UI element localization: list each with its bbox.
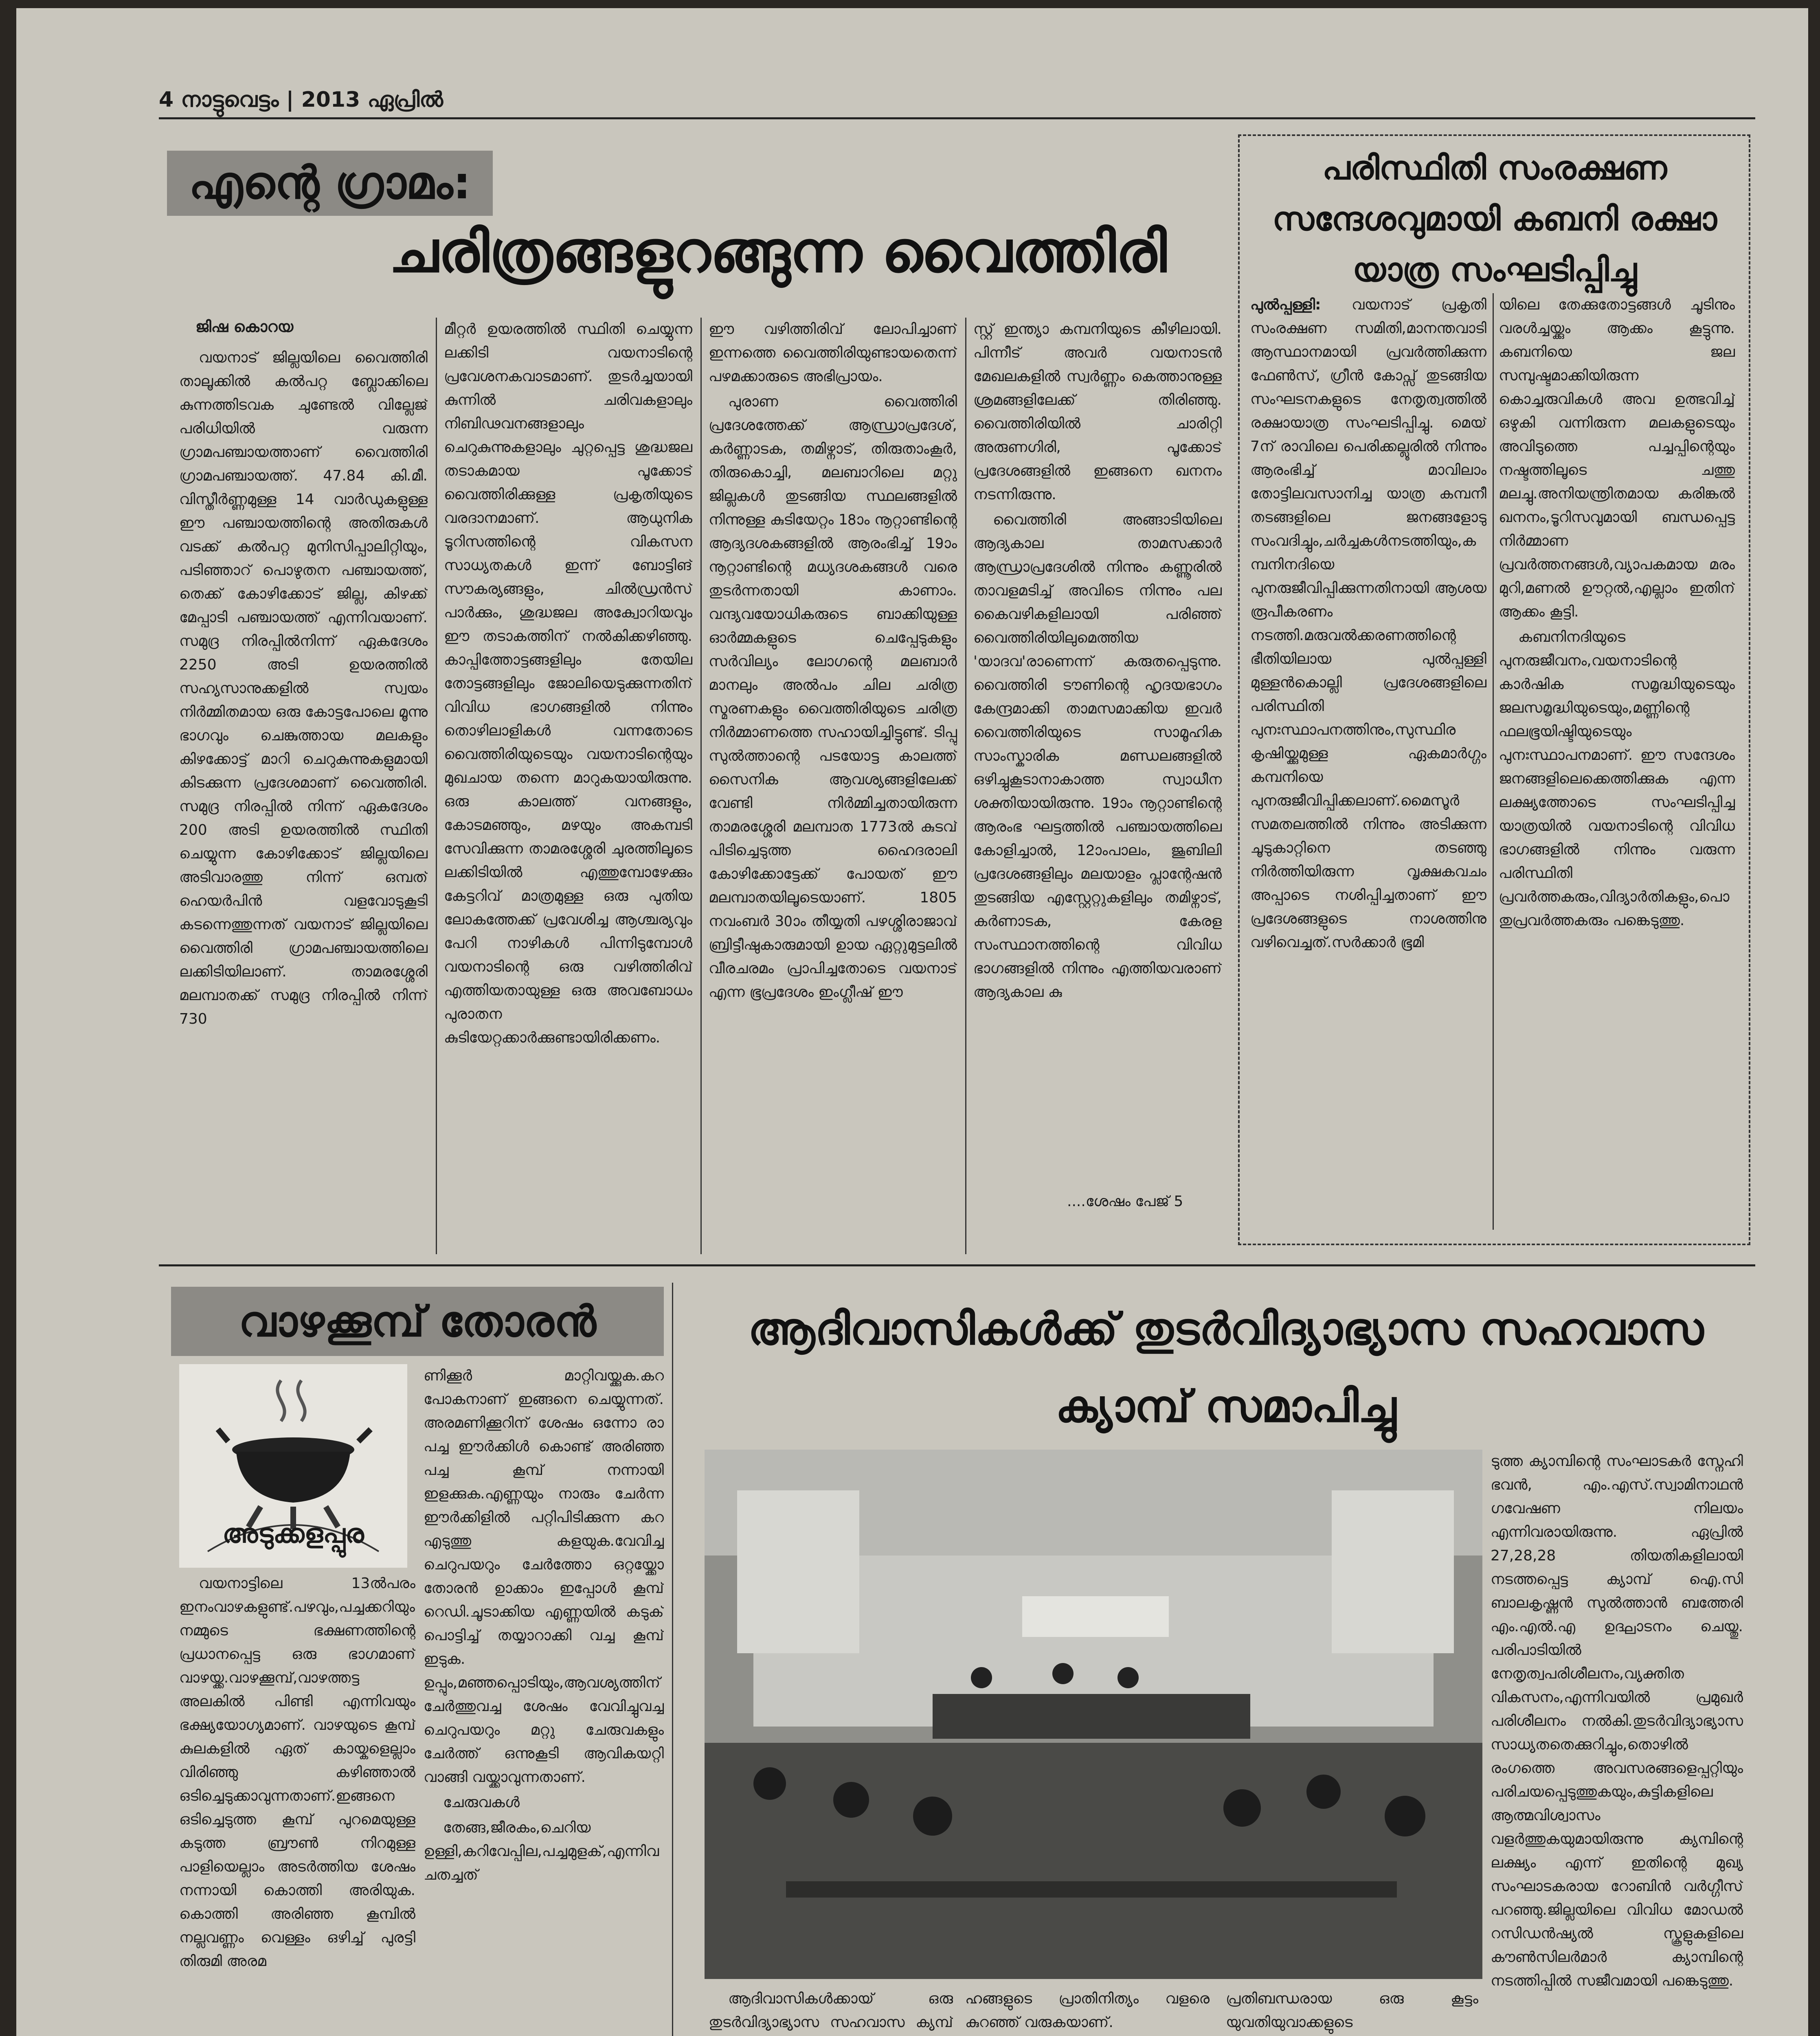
- camp-column-2: [965, 1987, 1210, 2036]
- camp-column-3: [1226, 1987, 1478, 2036]
- recipe-column-1: [179, 1572, 415, 2036]
- main-kicker: എന്റെ ഗ്രാമം:: [167, 151, 493, 216]
- kitchen-logo: [179, 1364, 407, 1568]
- column-rule: [700, 318, 702, 1254]
- side-column-1: [1250, 293, 1486, 1234]
- paragraph: വൈത്തിരി അങ്ങാടിയിലെ ആദ്യകാല താമസക്കാർ ആന്ധ്രാപ്രദേശിൽ നിന്നും കണ്ണൂരിൽ താവളമടിച്ച് അവിടെ നിന്നും പല കൈവഴികളിലായി പരിഞ്ഞ് വൈത്തിരിയിലുമെത്തിയ 'യാദവ'രാണെന്ന് കരുതപ്പെടുന്നു. വൈത്തിരി ടൗണിന്റെ ഹൃദയഭാഗം കേന്ദ്രമാക്കി താമസമാക്കിയ ഇവർ വൈത്തിരിയുടെ സാമൂഹിക സാംസ്കാരിക മണ്ഡലങ്ങളിൽ ഒഴിച്ചുകൂടാനാകാത്ത സ്വാധീന ശക്തിയായിരുന്നു. 19ാം നൂറ്റാണ്ടിന്റെ ആരംഭ ഘട്ടത്തിൽ പഞ്ചായത്തിലെ കോളിച്ചാൽ, 12ാംപാലം, ജൂബിലി പ്രദേശങ്ങളിലും മലയാളം പ്ലാന്റേഷൻ തുടങ്ങിയ എസ്റ്റേറ്റുകളിലും തമിഴ്നാട്, കർണാടക, കേരള സംസ്ഥാനത്തിന്റെ വിവിധ ഭാഗങ്ങളിൽ നിന്നും എത്തിയവരാണ് ആദ്യകാല കു: [973, 511, 1222, 1000]
- paragraph: പുരാണ വൈത്തിരി പ്രദേശത്തേക്ക് ആന്ധ്രാപ്രദേശ്, കർണ്ണാടക, തമിഴ്നാട്, തിരുതാംകൂർ, തിരുകൊച്ചി, മലബാറിലെ മറ്റു ജില്ലകൾ തുടങ്ങിയ സ്ഥലങ്ങളിൽ നിന്നുള്ള കുടിയേറ്റം 18ാം നൂറ്റാണ്ടിന്റെ ആദ്യദശകങ്ങളിൽ ആരംഭിച്ച് 19ാം നൂറ്റാണ്ടിന്റെ മധ്യദശകങ്ങൾ വരെ തുടർന്നതായി കാണാം. വന്ദ്യവയോധികരുടെ ബാക്കിയുള്ള ഓർമ്മകളുടെ ചെപ്പേടുകളും സർവില്യം ലോഗന്റെ മലബാർ മാനലും അൽപം ചില ചരിത്ര സ്മരണകളും വൈത്തിരിയുടെ ചരിത്ര നിർമ്മാണത്തെ സഹായിച്ചിട്ടുണ്ട്. ടിപ്പു സുൽത്താന്റെ പടയോട്ട കാലത്ത് സൈനിക ആവശ്യങ്ങളിലേക്ക് വേണ്ടി നിർമ്മിച്ചതായിരുന്ന താമരശ്ശേരി മലമ്പാത 1773ൽ കുടവ് പിടിച്ചെടുത്ത ഹൈദരാലി കോഴിക്കോട്ടേക്ക് പോയത് ഈ മലമ്പാതയിലൂടെയാണ്. 1805 നവംബർ 30ാം തീയ്യതി പഴശ്ശിരാജാവ് ബ്രിട്ടീഷുകാരുമായി ഉായ ഏറ്റുമുട്ടലിൽ വീരചരമം പ്രാപിച്ചതോടെ വയനാട് എന്ന ഭൂപ്രദേശം ഇംഗ്ലീഷ് ഈ: [709, 393, 957, 1000]
- newspaper-page: [16, 8, 1808, 2036]
- main-column-1: [179, 346, 428, 1258]
- paragraph: മീറ്റർ ഉയരത്തിൽ സ്ഥിതി ചെയ്യുന്ന ലക്കിടി വയനാടിന്റെ പ്രവേശനകവാടമാണ്. തുടർച്ചയായി കുന്നിൽ ചരിവകളാലും നിബിഢവനങ്ങളാലും ചെറുകുന്നുകളാലും ചുറ്റപ്പെട്ട ശുദ്ധജല തടാകമായ പൂക്കോട് വൈത്തിരിക്കുള്ള പ്രകൃതിയുടെ വരദാനമാണ്. ആധുനിക ടൂറിസത്തിന്റെ വികസന സാധ്യതകൾ ഇന്ന് ബോട്ടിങ് സൗകര്യങ്ങളും, ചിൽഡ്രൻസ് പാർക്കും, ശുദ്ധജല അക്വോറിയവും ഈ തടാകത്തിന് നൽകിക്കഴിഞ്ഞു. കാപ്പിത്തോട്ടങ്ങളിലും തേയില തോട്ടങ്ങളിലും ജോലിയെടുക്കുന്നതിന് വിവിധ ഭാഗങ്ങളിൽ നിന്നും തൊഴിലാളികൾ വന്നതോടെ വൈത്തിരിയുടെയും വയനാടിന്റെയും മുഖചായ തന്നെ മാറുകയായിരുന്നു. ഒരു കാലത്ത് വനങ്ങളും, കോടമഞ്ഞും, മഴയും അകമ്പടി സേവിക്കുന്ന താമരശ്ശേരി ചുരത്തിലൂടെ ലക്കിടിയിൽ എത്തുമ്പോഴേക്കും കേട്ടറിവ് മാത്രമുള്ള ഒരു പുതിയ ലോകത്തേക്ക് പ്രവേശിച്ച ആശ്ചര്യവും പേറി നാഴികൾ പിന്നിടുമ്പോൾ വയനാടിന്റെ ഒരു വഴിത്തിരിവ് എത്തിയതായുള്ള ഒരു അവബോധം പുരാതന കുടിയേറ്റക്കാർക്കുണ്ടായിരിക്കണം.: [444, 321, 692, 1046]
- camp-column-1: [709, 1987, 953, 2036]
- paragraph: ടുത്ത ക്യാമ്പിന്റെ സംഘാടകർ സ്നേഹി ഭവൻ, എം.എസ്.സ്വാമിനാഥൻ ഗവേഷണ നിലയം എന്നിവരായിരുന്നു. ഏപ്രിൽ 27,28,28 തിയതികളിലായി നടത്തപ്പെട്ട ക്യാമ്പ് ഐ.സി ബാലകൃഷ്ണൻ സുൽത്താൻ ബത്തേരി എം.എൽ.എ ഉദ്ഘാടനം ചെയ്തു. പരിപാടിയിൽ നേതൃത്വപരിശീലനം,വ്യക്തിത വികസനം,എന്നിവയിൽ പ്രമുഖർ പരിശീലനം നൽകി.തുടർവിദ്യാഭ്യാസ സാധ്യതതെക്കുറിച്ചും,തൊഴിൽ രംഗത്തെ അവസരങ്ങളെപ്പറ്റിയും പരിചയപ്പെടുത്തുകയും,കുട്ടികളിലെ ആത്മവിശ്വാസം വളർത്തുകയുമായിരുന്നു ക്യമ്പിന്റെ ലക്ഷ്യം എന്ന് ഇതിന്റെ മുഖ്യ സംഘാടകരായ റോബിൻ വർഗ്ഗീസ് പറഞ്ഞു.ജില്ലയിലെ വിവിധ മോഡൽ റസിഡൻഷ്യൽ സ്കൂളുകളിലെ കൗൺസിലർമാർ ക്യാമ്പിന്റെ നടത്തിപ്പിൽ സജീവമായി പങ്കെടുത്തു.: [1491, 1453, 1743, 1989]
- paragraph: ആദിവാസികൾക്കായ് ഒരു തുടർവിദ്യാഭ്യാസ സഹവാസ ക്യമ്പ്: [709, 1990, 953, 2031]
- logo-text: അടുക്കളപ്പുര: [222, 1519, 364, 1549]
- camp-photo: [705, 1450, 1482, 1979]
- paragraph: വയനാട് ജില്ലയിലെ വൈത്തിരി താലൂക്കിൽ കൽപറ്റ ബ്ലോക്കിലെ കുന്നത്തിടവക ചുണ്ടേൽ വില്ലേജ് പരിധിയിൽ വരുന്ന ഗ്രാമപഞ്ചായത്താണ് വൈത്തിരി ഗ്രാമപഞ്ചായത്ത്. 47.84 കി.മീ. വിസ്തീർണ്ണമുള്ള 14 വാർഡുകളുള്ള ഈ പഞ്ചായത്തിന്റെ അതിരുകൾ വടക്ക് കൽപറ്റ മുനിസിപ്പാലിറ്റിയും, പടിഞ്ഞാറ് പൊഴുതന പഞ്ചായത്ത്, തെക്ക് കോഴിക്കോട് ജില്ല, കിഴക്ക് മേപ്പാടി പഞ്ചായത്ത് എന്നിവയാണ്. സമുദ്ര നിരപ്പിൽനിന്ന് ഏകദേശം 2250 അടി ഉയരത്തിൽ സഹ്യസാനുക്കളിൽ സ്വയം നിർമ്മിതമായ ഒരു കോട്ടപോലെ മൂന്നു ഭാഗവും ചെങ്കുത്തായ മലകളും കിഴക്കോട്ട് മാറി ചെറുകുന്നുകളുമായി കിടക്കുന്ന പ്രദേശമാണ് വൈത്തിരി. സമുദ്ര നിരപ്പിൽ നിന്ന് ഏകദേശം 200 അടി ഉയരത്തിൽ സ്ഥിതി ചെയ്യുന്ന കോഴിക്കോട് ജില്ലയിലെ അടിവാരത്തു നിന്ന് ഒമ്പത് ഹെയർപിൻ വളവോടുകൂടി കടന്നെത്തുന്നത് വയനാട് ജില്ലയിലെ വൈത്തിരി ഗ്രാമപഞ്ചായത്തിലെ ലക്കിടിയിലാണ്. താമരശ്ശേരി മലമ്പാതക്ക് സമുദ്ര നിരപ്പിൽ നിന്ന് 730: [179, 349, 428, 1027]
- main-byline: ജിഷ കൊറയ: [195, 318, 294, 336]
- paragraph: ഹങ്ങളുടെ പ്രാതിനിത്യം വളരെ കുറഞ്ഞ് വരുകയാണ്.: [965, 1990, 1210, 2031]
- paragraph: ണിക്കൂർ മാറ്റിവയ്ക്കുക.കറ പോകനാണ് ഇങ്ങനെ ചെയ്യുന്നത്. അരമണിക്കൂറിന് ശേഷം ഒന്നോ രാ പച്ച ഈർക്കിൾ കൊണ്ട് അരിഞ്ഞ പച്ച കൂമ്പ് നന്നായി ഇളക്കുക.എണ്ണയും നാരും ചേർന്ന ഈർക്കിളിൽ പറ്റിപിടിക്കുന്ന കറ എടുത്തു കളയുക.വേവിച്ച ചെറുപയറും ചേർത്തോ ഒറ്റയ്ക്കോ തോരൻ ഉാക്കാം ഇപ്പോൾ കൂമ്പ് റെഡി.ചൂടാക്കിയ എണ്ണയിൽ കടുക് പൊട്ടിച്ച് തയ്യാറാക്കി വച്ച കൂമ്പ് ഇടുക. ഉപ്പും,മഞ്ഞപ്പൊടിയും,ആവശ്യത്തിന് ചേർത്തുവച്ച ശേഷം വേവിച്ചുവച്ച ചെറുപയറും മറ്റു ചേരുവകളും ചേർത്ത് ഒന്നുകൂടി ആവികയറ്റി വാങ്ങി വയ്ക്കാവുന്നതാണ്.: [424, 1367, 664, 1786]
- paragraph: തേങ്ങ,ജീരകം,ചെറിയ ഉള്ളി,കറിവേപ്പില,പച്ചമുളക്,എന്നിവ ചതച്ചത്: [424, 1819, 659, 1883]
- top-rule: [159, 117, 1755, 119]
- side-column-2: [1499, 293, 1735, 1234]
- main-column-2: [444, 318, 692, 1258]
- paragraph: കബനിനദിയുടെ പുനരുജീവനം,വയനാടിന്റെ കാർഷിക സമൃദ്ധിയുടെയും ജലസമൃദ്ധിയുടെയും,മണ്ണിന്റെ ഫലഭൂയിഷ്ടിയുടെയും പുനഃസ്ഥാപനമാണ്. ഈ സന്ദേശം ജനങ്ങളിലെക്കെത്തിക്കുക എന്ന ലക്ഷ്യത്തോടെ സംഘടിപ്പിച്ച യാത്രയിൽ വയനാടിന്റെ വിവിധ ഭാഗങ്ങളിൽ നിന്നും വരുന്ന പരിസ്ഥിതി പ്രവർത്തകരും,വിദ്യാർതികളും,പൊതുപ്രവർത്തകരും പങ്കെടുത്തു.: [1499, 629, 1735, 929]
- paragraph: വയനാട്ടിലെ 13ൽപരം ഇനംവാഴകളുണ്ട്.പഴവും,പച്ചക്കറിയും നമ്മുടെ ഭക്ഷണത്തിന്റെ പ്രധാനപ്പെട്ട ഒരു ഭാഗമാണ് വാഴയ്ക്ക.വാഴക്കൂമ്പ്,വാഴത്തട്ട അലകിൽ പിണ്ടി എന്നിവയും ഭക്ഷ്യയോഗ്യമാണ്. വാഴയുടെ കൂമ്പ് കുലകളിൽ ഏത് കായ്കളെല്ലാം വിരിഞ്ഞു കഴിഞ്ഞാൽ ഒടിച്ചെടുക്കാവുന്നതാണ്.ഇങ്ങനെ ഒടിച്ചെടുത്ത കൂമ്പ് പുറമെയുള്ള കടുത്ത ബ്രൗൺ നിറമുള്ള പാളിയെല്ലാം അടർത്തിയ ശേഷം നന്നായി കൊത്തി അരിയുക. കൊത്തി അരിഞ്ഞ കൂമ്പിൽ നല്ലവണ്ണം വെള്ളം ഒഴിച്ച് പുരട്ടി തിരുമി അരമ: [179, 1575, 415, 1970]
- main-column-3: [709, 318, 957, 1258]
- continued-note: ....ശേഷം പേജ് 5: [1067, 1193, 1183, 1210]
- main-column-4: [973, 318, 1222, 1185]
- column-rule: [436, 318, 437, 1254]
- column-rule: [1493, 293, 1494, 1230]
- camp-headline: ആദിവാസികൾക്ക് തുടർവിദ്യാഭ്യാസ സഹവാസ ക്യാമ്പ് സമാപിച്ചു: [748, 1304, 1704, 1432]
- paragraph: വയനാട് പ്രകൃതി സംരക്ഷണ സമിതി,മാനന്തവാടി ആസ്ഥാനമായി പ്രവർത്തിക്കുന്ന ഫേൺസ്, ഗ്രീൻ കോപ്സ് തുടങ്ങിയ സംഘടനകളുടെ നേതൃത്വത്തിൽ രക്ഷായാത്ര സംഘടിപ്പിച്ചു. മെയ് 7ന് രാവിലെ പെരിക്കല്ലൂരിൽ നിന്നും ആരംഭിച്ച് മാവിലാം തോട്ടിലവസാനിച്ച യാത്ര കമ്പനീ തടങ്ങളിലെ ജനങ്ങളോടു സംവദിച്ചും,ചർച്ചകൾനടത്തിയും,കമ്പനിനദിയെ പുനരുജീവിപ്പിക്കുന്നതിനായി ആശയ രൂപീകരണം നടത്തി.മരുവൽക്കരണത്തിന്റെ ഭീതിയിലായ പുൽപ്പള്ളി മുള്ളൻകൊല്ലി പ്രദേശങ്ങളിലെ പരിസ്ഥിതി പുനഃസ്ഥാപനത്തിനും,സുസ്ഥിര കൃഷിയ്ക്കുമുള്ള ഏകമാർഗ്ഗം കമ്പനിയെ പുനരുജീവിപ്പിക്കലാണ്.മൈസൂർ സമതലത്തിൽ നിന്നും അടിക്കുന്ന ചൂടുകാറ്റിനെ തടഞ്ഞു നിർത്തിയിരുന്ന വൃക്ഷകവചം അപ്പാടെ നശിപ്പിച്ചതാണ് ഈ പ്രദേശങ്ങളുടെ നാശത്തിനു വഴിവെച്ചത്.സർക്കാർ ഭൂമി: [1250, 296, 1486, 951]
- page-folio: 4 നാട്ടുവെട്ടം | 2013 ഏപ്രിൽ: [159, 88, 443, 112]
- meeting-hall-image: [705, 1450, 1482, 1979]
- paragraph: ഈ വഴിത്തിരിവ് ലോപിച്ചാണ് ഇന്നത്തെ വൈത്തിരിയുണ്ടായതെന്ന് പഴമക്കാരുടെ അഭിപ്രായം.: [709, 321, 957, 385]
- column-rule: [965, 318, 966, 1254]
- ingredients-heading: ചേരുവകൾ: [443, 1794, 520, 1811]
- paragraph: സ്റ്റ് ഇന്ത്യാ കമ്പനിയുടെ കീഴിലായി. പിന്നീട് അവർ വയനാടൻ മേഖലകളിൽ സ്വർണ്ണം കെത്താനുള്ള ശ്രമങ്ങളിലേക്ക് തിരിഞ്ഞു. വൈത്തിരിയിൽ ചാരിറ്റി അരുണഗിരി, പൂക്കോട് പ്രദേശങ്ങളിൽ ഇങ്ങനെ ഖനനം നടന്നിരുന്നു.: [973, 321, 1222, 503]
- main-headline: ചരിത്രങ്ങളുറങ്ങുന്ന വൈത്തിരി: [389, 219, 1167, 285]
- side-dateline: പുൽപ്പള്ളി:: [1250, 296, 1321, 313]
- recipe-column-2: [424, 1364, 664, 2036]
- recipe-headline: വാഴക്കൂമ്പ് തോരൻ: [171, 1287, 664, 1356]
- side-headline: പരിസ്ഥിതി സംരക്ഷണ സന്ദേശവുമായി കബനി രക്ഷാ യാത്ര സംഘടിപ്പിച്ചു: [1272, 149, 1717, 289]
- camp-right-column: [1491, 1450, 1743, 2036]
- paragraph: യിലെ തേക്കുതോട്ടങ്ങൾ ചൂടിനും വരൾച്ചയ്ക്കും ആക്കം കൂട്ടുന്നു. കബനിയെ ജല സമ്പുഷ്ടമാക്കിയിരുന്ന കൊച്ചരുവികൾ അവ ഉത്ഭവിച്ച് ഒഴുകി വന്നിരുന്ന മലകളുടെയും അവിടുത്തെ പച്ചപ്പിന്റെയും നഷ്ടത്തിലൂടെ ചത്തു മലച്ചു.അനിയന്ത്രിതമായ കരിങ്കൽ ഖനനം,ടൂറിസവുമായി ബന്ധപ്പെട്ട നിർമ്മാണ പ്രവർത്തനങ്ങൾ,വ്യാപകമായ മരം മുറി,മണൽ ഊറ്റൽ,എല്ലാം ഇതിന് ആക്കം കൂട്ടി.: [1499, 296, 1735, 620]
- paragraph: പ്രതിബന്ധരായ ഒരു കൂട്ടം യുവതിയുവാക്കളുടെ: [1226, 1990, 1478, 2031]
- section-rule: [159, 1264, 1755, 1266]
